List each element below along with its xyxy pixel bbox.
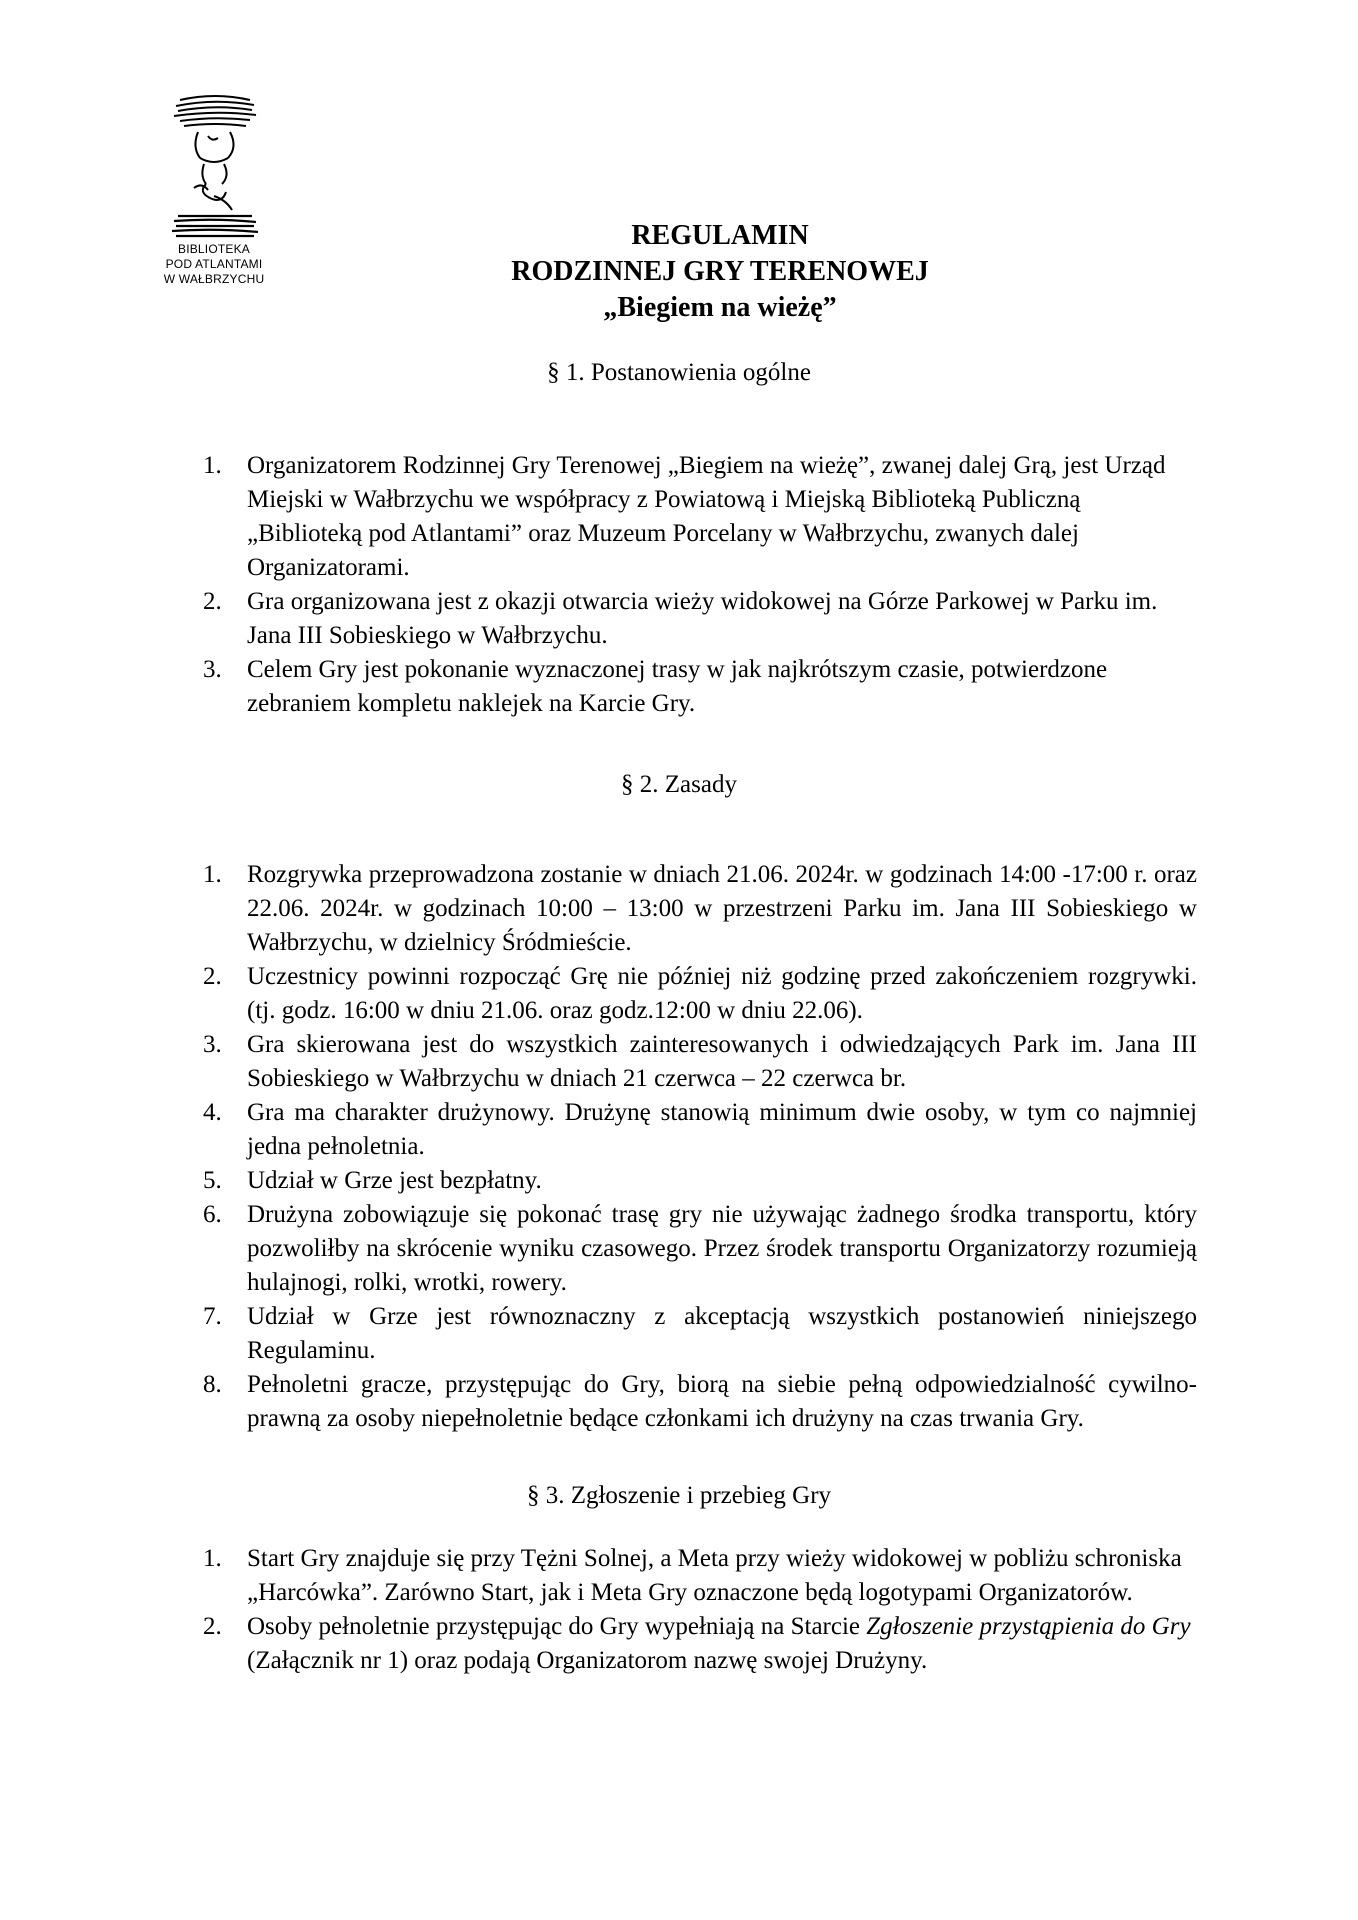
item-text: Drużyna zobowiązuje się pokonać trasę gry nie używając żadnego środka transportu, który pozwoliłby na skrócenie wyniku czasowego. Przez środek transportu Organizatorzy rozumieją hulajnogi, rolki, wrotki, rowery. [247,1201,1197,1296]
item-number: 6. [203,1201,222,1228]
item-number: 2. [203,588,222,615]
list-item [195,1198,1197,1300]
list-item [195,1028,1197,1096]
item-text: Gra skierowana jest do wszystkich zainteresowanych i odwiedzających Park im. Jana III Sobieskiego w Wałbrzychu w dniach 21 czerwca – 22 czerwca br. [247,1031,1197,1092]
list-item [195,1610,1197,1678]
section-heading: § 1. Postanowienia ogólne [547,359,811,386]
item-number: 7. [203,1303,222,1330]
document-title [330,218,1110,326]
list-item [195,1368,1197,1436]
section-2-list [195,858,1197,1436]
item-number: 3. [203,656,222,683]
item-number: 4. [203,1099,222,1126]
item-number: 3. [203,1031,222,1058]
list-item [195,1164,1197,1198]
list-item [195,449,1197,585]
item-number: 2. [203,963,222,990]
item-text: Uczestnicy powinni rozpocząć Grę nie później niż godzinę przed zakończeniem rozgrywki. (tj. godz. 16:00 w dniu 21.06. oraz godz.12:00 w dniu 22.06). [247,963,1197,1024]
item-text: Start Gry znajduje się przy Tężni Solnej, a Meta przy wieży widokowej w pobliżu schroniska „Harcówka”. Zarówno Start, jak i Meta Gry oznaczone będą logotypami Organizatorów. [247,1545,1182,1606]
title-line: RODZINNEJ GRY TERENOWEJ [511,256,929,287]
item-text: Gra ma charakter drużynowy. Drużynę stanowią minimum dwie osoby, w tym co najmniej jedna pełnoletnia. [247,1099,1197,1160]
item-number: 1. [203,861,222,888]
section-heading: § 2. Zasady [621,771,737,798]
list-item [195,960,1197,1028]
item-text: Udział w Grze jest bezpłatny. [247,1167,542,1194]
library-logo [148,92,280,302]
item-text: Celem Gry jest pokonanie wyznaczonej trasy w jak najkrótszym czasie, potwierdzone zebraniem kompletu naklejek na Karcie Gry. [247,656,1108,717]
list-item [195,585,1197,653]
section-1-list [195,449,1197,721]
item-text-after: (Załącznik nr 1) oraz podają Organizatorom nazwę swojej Drużyny. [247,1647,928,1674]
item-number: 1. [203,452,222,479]
item-number: 8. [203,1371,222,1398]
list-item [195,1300,1197,1368]
item-text: Udział w Grze jest równoznaczny z akceptacją wszystkich postanowień niniejszego Regulaminu. [247,1303,1197,1364]
logo-line: W WAŁBRZYCHU [163,272,265,286]
list-item [195,1096,1197,1164]
list-item [195,653,1197,721]
item-text: Pełnoletni gracze, przystępując do Gry, biorą na siebie pełną odpowiedzialność cywilno-prawną za osoby niepełnoletnie będące członkami ich drużyny na czas trwania Gry. [247,1371,1197,1432]
logo-line: POD ATLANTAMI [165,257,263,271]
list-item [195,1542,1197,1610]
title-line: „Biegiem na wieżę” [603,292,837,323]
logo-text [148,242,280,287]
item-number: 1. [203,1545,222,1572]
item-text: Organizatorem Rodzinnej Gry Terenowej „Biegiem na wieżę”, zwanej dalej Grą, jest Urząd Miejski w Wałbrzychu we współpracy z Powiatową i Miejską Biblioteką Publiczną „Biblioteką pod Atlantami” oraz Muzeum Porcelany w Wałbrzychu, zwanych dalej Organizatorami. [247,452,1166,581]
item-number: 2. [203,1613,222,1640]
item-number: 5. [203,1167,222,1194]
list-item [195,858,1197,960]
section-3-list [195,1542,1197,1678]
item-text: Gra organizowana jest z okazji otwarcia wieży widokowej na Górze Parkowej w Parku im. Jana III Sobieskiego w Wałbrzychu. [247,588,1158,649]
title-line: REGULAMIN [631,220,809,251]
logo-line: BIBLIOTEKA [177,242,251,256]
section-heading: § 3. Zgłoszenie i przebieg Gry [526,1482,832,1509]
atlas-figure-icon [170,92,260,240]
item-text-italic: Zgłoszenie przystąpienia do Gry [866,1613,1191,1640]
item-text-before: Osoby pełnoletnie przystępując do Gry wypełniają na Starcie [247,1613,867,1640]
item-text: Rozgrywka przeprowadzona zostanie w dniach 21.06. 2024r. w godzinach 14:00 -17:00 r. oraz 22.06. 2024r. w godzinach 10:00 – 13:00 w przestrzeni Parku im. Jana III Sobieskiego w Wałbrzychu, w dzielnicy Śródmieście. [247,861,1197,956]
